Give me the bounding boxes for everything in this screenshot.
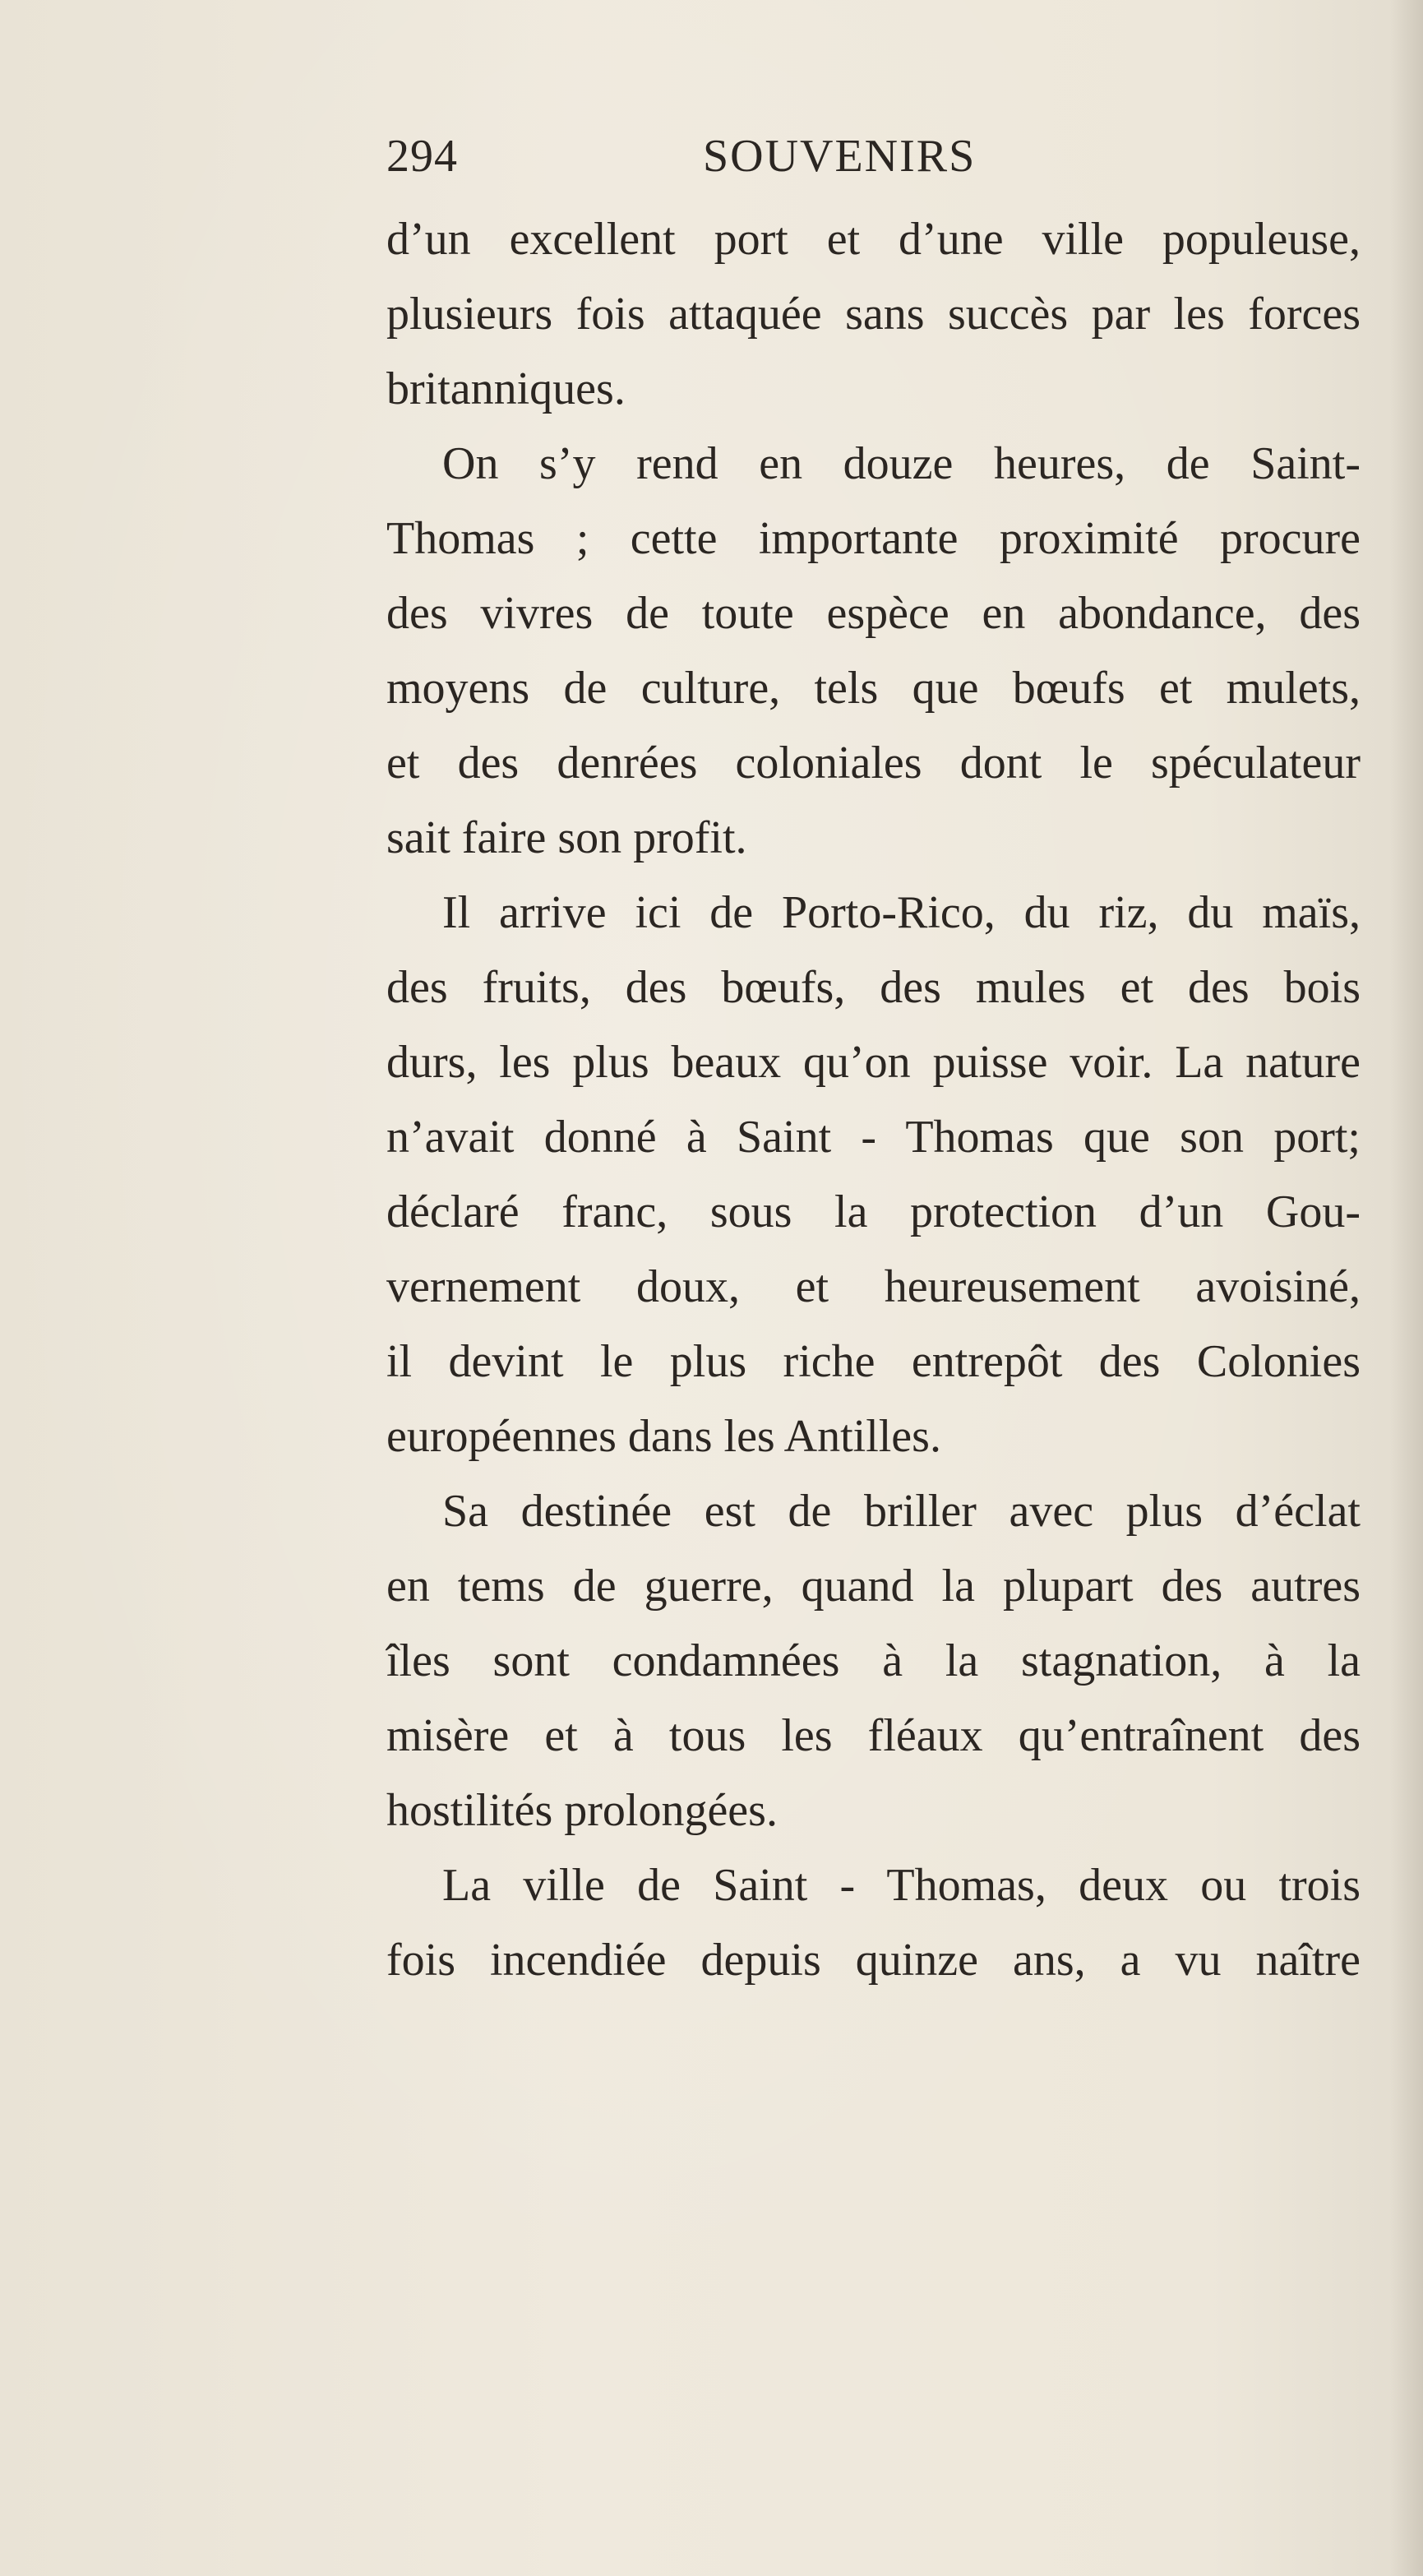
- text-line: il devint le plus riche entrepôt des Colonies: [386, 1336, 1361, 1387]
- text-line: d’un excellent port et d’une ville populeuse,: [386, 214, 1361, 265]
- text-line: Il arrive ici de Porto-Rico, du riz, du maïs,: [442, 887, 1361, 938]
- running-head: SOUVENIRS: [703, 131, 977, 182]
- text-line: Thomas ; cette importante proximité procure: [386, 513, 1361, 564]
- body-text: [386, 202, 1361, 1998]
- text-line: n’avait donné à Saint - Thomas que son port;: [386, 1112, 1361, 1163]
- text-line: déclaré franc, sous la protection d’un Gou-: [386, 1186, 1361, 1237]
- page-number: 294: [386, 131, 458, 182]
- text-line: et des denrées coloniales dont le spéculateur: [386, 738, 1361, 789]
- text-line: des vivres de toute espèce en abondance, des: [386, 588, 1361, 639]
- page-edge-shadow: [1390, 0, 1423, 2576]
- text-line: fois incendiée depuis quinze ans, a vu naître: [386, 1935, 1361, 1986]
- text-line: La ville de Saint - Thomas, deux ou trois: [442, 1860, 1361, 1911]
- text-line: îles sont condamnées à la stagnation, à la: [386, 1635, 1361, 1686]
- text-line: moyens de culture, tels que bœufs et mulets,: [386, 663, 1361, 714]
- text-line: On s’y rend en douze heures, de Saint-: [442, 438, 1361, 489]
- text-line: des fruits, des bœufs, des mules et des bois: [386, 962, 1361, 1013]
- text-line: Sa destinée est de briller avec plus d’éclat: [442, 1486, 1361, 1537]
- text-line: britanniques.: [386, 363, 626, 414]
- text-line: plusieurs fois attaquée sans succès par les forces: [386, 289, 1361, 340]
- text-line: en tems de guerre, quand la plupart des autres: [386, 1561, 1361, 1612]
- text-line: misère et à tous les fléaux qu’entraînent des: [386, 1710, 1361, 1761]
- text-line: hostilités prolongées.: [386, 1785, 778, 1836]
- page-header: [386, 130, 1373, 196]
- text-line: durs, les plus beaux qu’on puisse voir. La nature: [386, 1037, 1361, 1088]
- text-line: européennes dans les Antilles.: [386, 1411, 941, 1462]
- text-line: vernement doux, et heureusement avoisiné,: [386, 1261, 1361, 1312]
- text-line: sait faire son profit.: [386, 812, 747, 863]
